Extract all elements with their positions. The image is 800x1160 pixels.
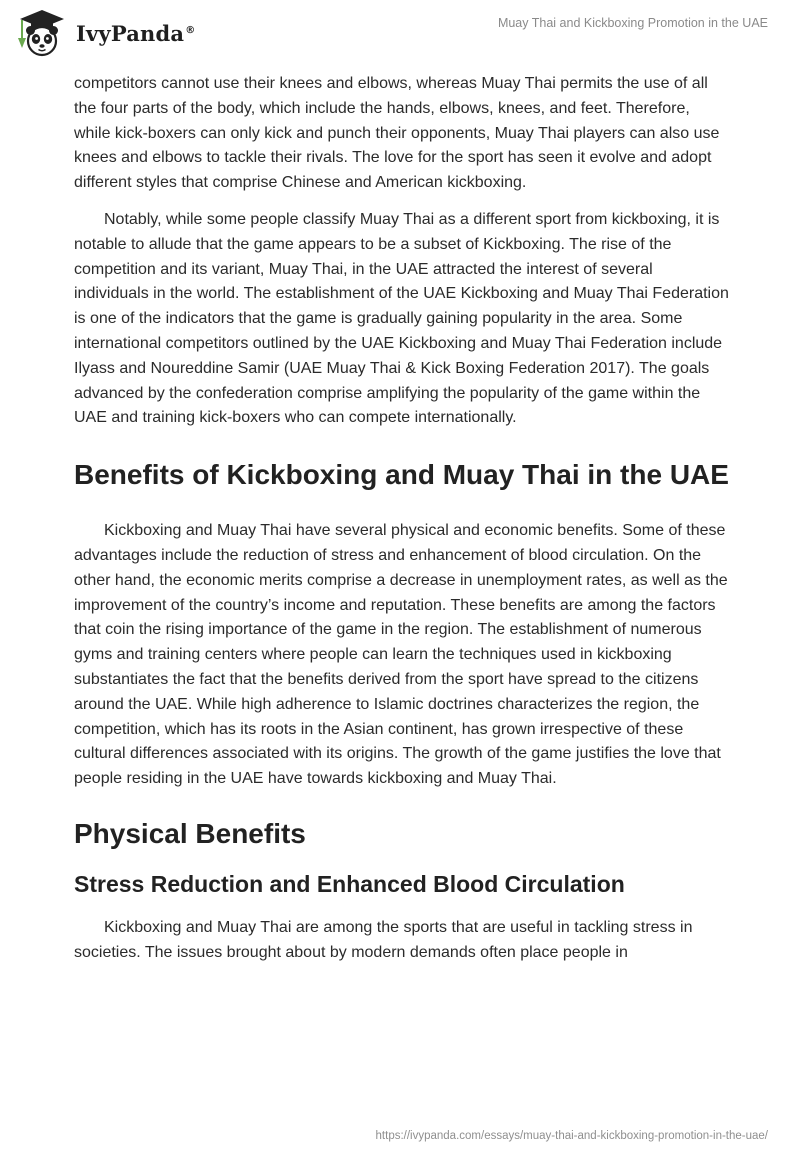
panda-graduate-icon (14, 8, 70, 58)
paragraph-continuation: competitors cannot use their knees and elbows, whereas Muay Thai permits the use of all the four parts of the body, which include the hands, elbows, knees, and feet. Therefore, while kick-boxers can only kick and punch their opponents, Muay Thai players can also use knees and elbows to tackle their rivals. The love for the sport has seen it evolve and adopt different styles that comprise Chinese and American kickboxing. (74, 75, 720, 192)
logo-wordmark: IvyPanda® (76, 20, 196, 46)
paragraph-stress: Kickboxing and Muay Thai are among the sports that are useful in tackling stress in societies. The issues brought about by modern demands often place people in (74, 918, 693, 961)
paragraph-benefits: Kickboxing and Muay Thai have several physical and economic benefits. Some of these advantages include the reduction of stress and enhancement of blood circulation. On the other hand, the economic merits comprise a decrease in unemployment rates, as well as the improvement of the country’s income and reputation. These benefits are among the factors that coin the rising importance of the game in the region. The establishment of numerous gyms and training centers where people can learn the techniques used in kickboxing substantiates the fact that the benefits derived from the sport have spread to the citizens around the UAE. While high adherence to Islamic doctrines characterizes the region, the competition, which has its roots in the Asian continent, has grown irrespective of these cultural differences associated with its origins. The growth of the game justifies the love that people residing in the UAE have towards kickboxing and Muay Thai. (74, 522, 728, 788)
section-heading-physical: Physical Benefits (74, 817, 306, 849)
section-heading-benefits: Benefits of Kickboxing and Muay Thai in the UAE (74, 459, 729, 491)
paragraph-federation: Notably, while some people classify Muay Thai as a different sport from kickboxing, it is notable to allude that the game appears to be a subset of Kickboxing. The rise of the competition and its variant, Muay Thai, in the UAE attracted the interest of several individuals in the world. The establishment of the UAE Kickboxing and Muay Thai Federation is one of the indicators that the game is gradually gaining popularity in the area. Some international competitors outlined by the UAE Kickboxing and Muay Thai Federation include Ilyass and Noureddine Samir (UAE Muay Thai & Kick Boxing Federation 2017). The goals advanced by the confederation comprise amplifying the popularity of the game within the UAE and training kick-boxers who can compete internationally. (74, 210, 729, 427)
document-title: Muay Thai and Kickboxing Promotion in the UAE (497, 16, 768, 30)
source-url[interactable]: https://ivypanda.com/essays/muay-thai-and-kickboxing-promotion-in-the-uae/ (375, 1130, 768, 1142)
page-header (0, 0, 800, 66)
registered-mark: ® (185, 24, 196, 36)
subsection-heading-stress: Stress Reduction and Enhanced Blood Circulation (74, 870, 625, 897)
ivypanda-logo[interactable] (14, 8, 195, 58)
essay-body (74, 72, 730, 966)
